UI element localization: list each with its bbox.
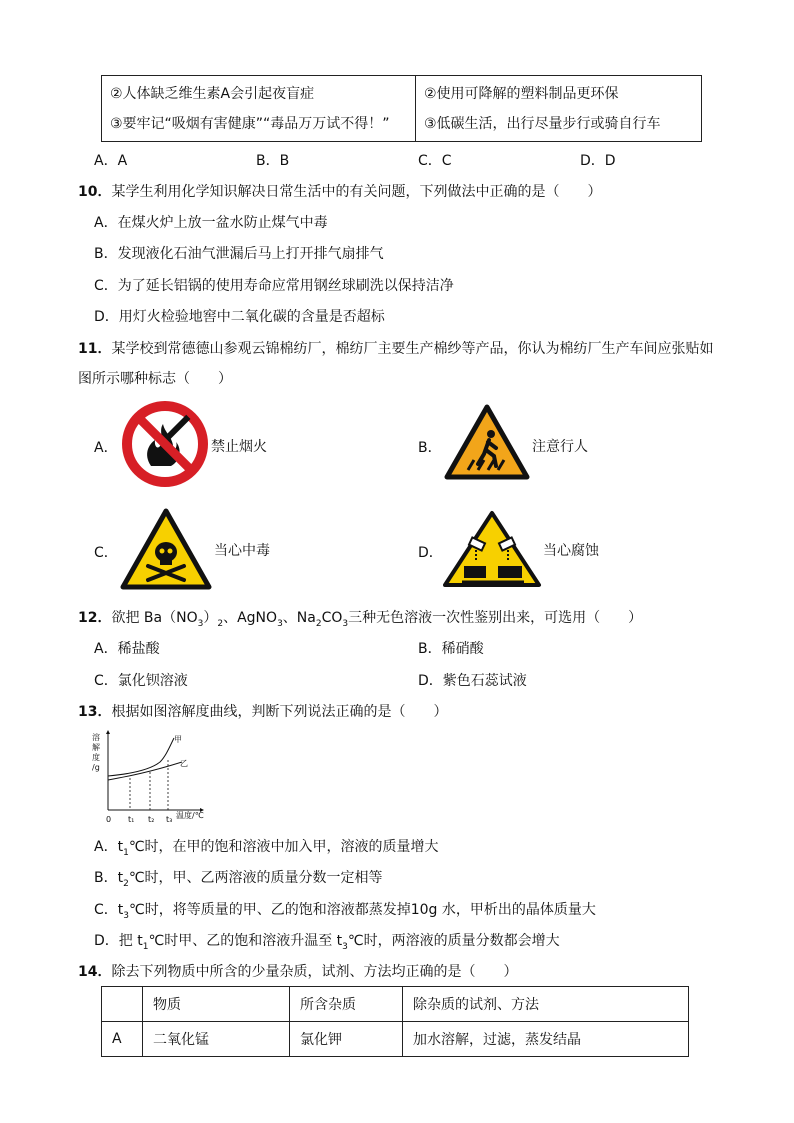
q10-option-c: C．为了延长铝锅的使用寿命应常用钢丝球刷洗以保持洁净	[94, 278, 454, 294]
q11-stem-line2: 图所示哪种标志（ ）	[78, 371, 232, 387]
right-item-1: ②使用可降解的塑料制品更环保	[424, 85, 619, 102]
q12-stem: 12．欲把 $Ba(NO_3)_2$、AgNO$_3$、$Na_2CO_3$三种无色溶液一次性鉴别出来，可选用（ ）	[78, 610, 643, 629]
graph-tick-t2: t₂	[148, 815, 155, 824]
graph-ylabel-1: 溶	[92, 733, 100, 742]
table-cell: 加水溶解，过滤，蒸发结晶	[403, 1022, 689, 1057]
graph-series-jia: 甲	[174, 735, 182, 744]
table-header-cell: 物质	[143, 987, 290, 1022]
table-cell: 二氧化锰	[143, 1022, 290, 1057]
graph-xlabel: 温度/℃	[176, 811, 204, 820]
table-header-row	[102, 987, 689, 1022]
no-fire-sign-icon	[121, 400, 209, 488]
graph-ylabel-3: 度	[92, 753, 100, 762]
q10-option-b: B．发现液化石油气泄漏后马上打开排气扇排气	[94, 246, 384, 262]
q11-option-b-label: 注意行人	[532, 439, 588, 455]
table-row	[102, 1022, 689, 1057]
left-item-2: ③要牢记“吸烟有害健康”“毒品万万试不得！”	[110, 115, 390, 132]
solubility-curve-graph	[90, 730, 210, 826]
right-item-2: ③低碳生活，出行尽量步行或骑自行车	[424, 115, 661, 132]
graph-ylabel-4: /g	[92, 763, 100, 772]
corrosion-warning-sign-icon	[442, 510, 542, 588]
pedestrian-warning-sign-icon	[444, 404, 530, 480]
graph-tick-t3: t₃	[166, 815, 173, 824]
table-header-cell	[102, 987, 143, 1022]
q13-stem: 13．根据如图溶解度曲线，判断下列说法正确的是（ ）	[78, 704, 448, 720]
q9-option-a: A．A	[94, 153, 128, 169]
table-header-cell: 所含杂质	[290, 987, 403, 1022]
q10-stem: 10．某学生利用化学知识解决日常生活中的有关问题，下列做法中正确的是（ ）	[78, 184, 602, 200]
q12-option-a: A．稀盐酸	[94, 641, 160, 657]
table-cell: A	[102, 1022, 143, 1057]
q13-option-b: B．$t_2℃$时，甲、乙两溶液的质量分数一定相等	[94, 870, 383, 889]
table-header-cell: 除杂质的试剂、方法	[403, 987, 689, 1022]
q12-option-b: B．稀硝酸	[418, 641, 484, 657]
table-cell: 氯化钾	[290, 1022, 403, 1057]
q12-option-c: C．氯化钡溶液	[94, 673, 188, 689]
left-item-1: ②人体缺乏维生素A会引起夜盲症	[110, 85, 315, 102]
q9-option-d: D．D	[580, 153, 616, 169]
q11-option-c-label: 当心中毒	[214, 543, 270, 559]
q9-option-c: C．C	[418, 153, 452, 169]
top-statements-table	[101, 75, 702, 142]
q11-option-a-label: 禁止烟火	[211, 439, 267, 455]
q11-stem-line1: 11．某学校到常德德山参观云锦棉纺厂，棉纺厂主要生产棉纱等产品，你认为棉纺厂生产车间应张贴如	[78, 341, 714, 357]
q12-option-d: D．紫色石蕊试液	[418, 673, 527, 689]
q13-option-a: A．$t_1℃$时，在甲的饱和溶液中加入甲，溶液的质量增大	[94, 839, 439, 858]
q11-option-b-letter: B．	[418, 440, 442, 456]
q9-option-b: B．B	[256, 153, 290, 169]
q13-option-d: D．把 $t_1℃$时甲、乙的饱和溶液升温至 $t_3℃$时，两溶液的质量分数都会增大	[94, 933, 560, 952]
q11-option-d-label: 当心腐蚀	[543, 543, 599, 559]
right-cell	[416, 76, 702, 142]
q13-option-c: C．$t_3℃$时，将等质量的甲、乙的饱和溶液都蒸发掉10g 水，甲析出的晶体质量大	[94, 902, 596, 921]
q10-option-a: A．在煤火炉上放一盆水防止煤气中毒	[94, 215, 328, 231]
graph-ylabel-2: 解	[92, 743, 100, 752]
q10-option-d: D．用灯火检验地窖中二氧化碳的含量是否超标	[94, 309, 385, 325]
q11-option-c-letter: C．	[94, 545, 118, 561]
left-cell	[102, 76, 416, 142]
poison-warning-sign-icon	[120, 508, 212, 590]
q11-option-a-letter: A．	[94, 440, 118, 456]
q11-option-d-letter: D．	[418, 545, 443, 561]
graph-origin: 0	[106, 815, 112, 824]
graph-tick-t1: t₁	[128, 815, 135, 824]
q14-stem: 14．除去下列物质中所含的少量杂质，试剂、方法均正确的是（ ）	[78, 964, 518, 980]
q14-table	[101, 986, 689, 1057]
graph-series-yi: 乙	[180, 759, 188, 768]
